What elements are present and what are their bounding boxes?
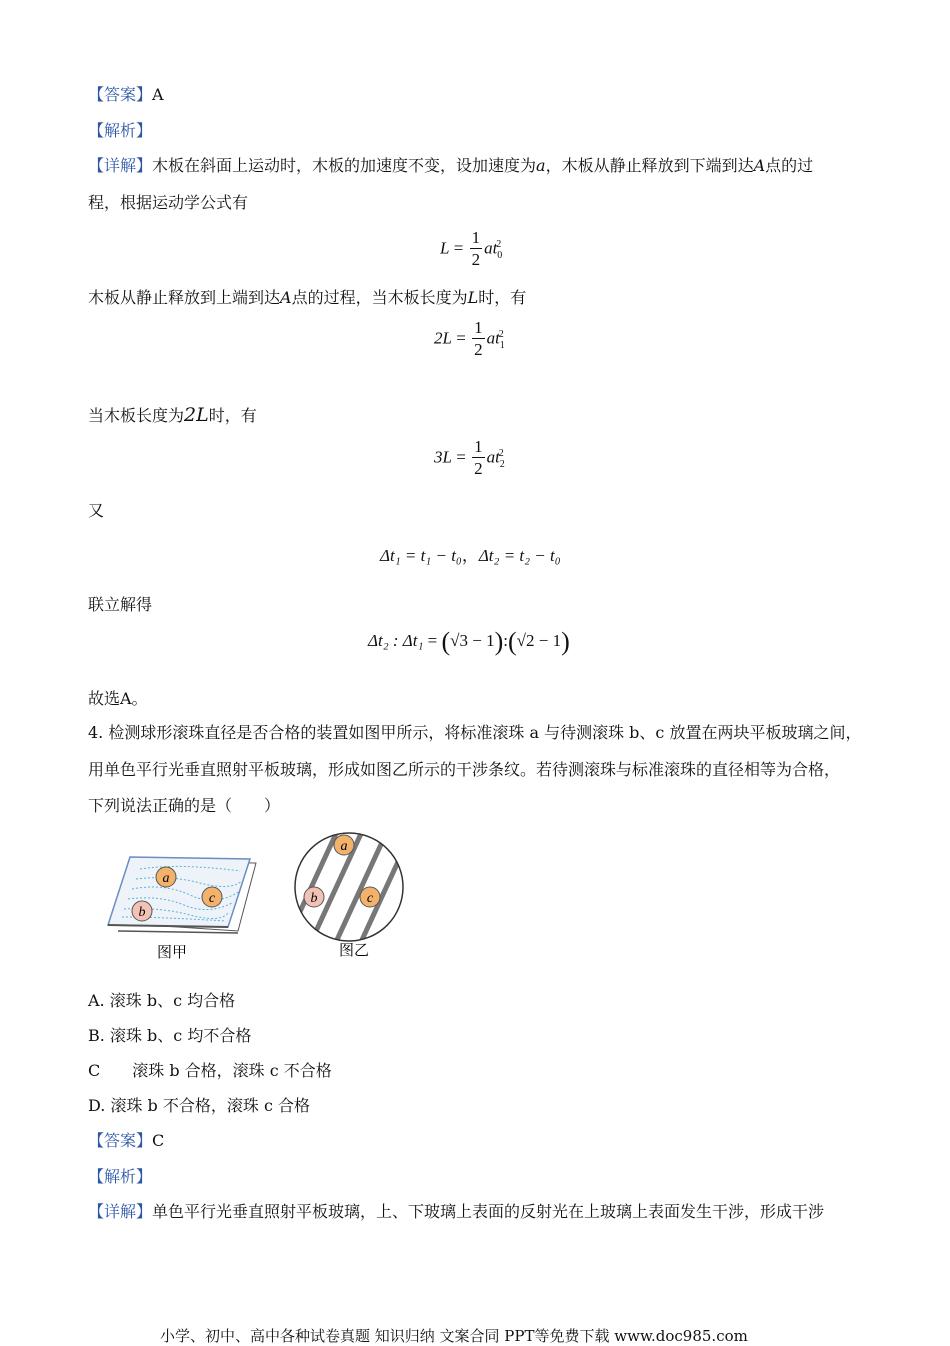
svg-text:c: c <box>208 891 216 906</box>
analysis-tag-1: 【解析】 <box>88 121 153 140</box>
detail-line-1: 【详解】木板在斜面上运动时，木板的加速度不变，设加速度为a，木板从静止释放到下端到达A点的过 <box>88 156 814 175</box>
detail-tag: 【详解】 <box>88 156 153 175</box>
equation-2: 2L = $\frac{1}{2}$ $at_1^2$ <box>434 318 505 359</box>
figure-jia <box>108 857 256 961</box>
option-d: D. 滚珠 b 不合格，滚珠 c 合格 <box>88 1096 310 1115</box>
paragraph-4: 又 <box>88 501 105 520</box>
paragraph-5: 联立解得 <box>88 595 153 614</box>
label-jia: 图甲 <box>156 943 188 961</box>
svg-text:a: a <box>340 839 348 854</box>
equation-4: Δt₁ = t₁ − t₀，Δt₂ = t₂ − t₀ <box>380 546 561 565</box>
option-a: A. 滚珠 b、c 均合格 <box>88 991 236 1010</box>
page-footer: 小学、初中、高中各种试卷真题 知识归纳 文案合同 PPT等免费下载 www.doc985.com <box>160 1327 748 1345</box>
answer-value: A <box>152 85 164 104</box>
equation-5: Δt₂ : Δt₁ = (√3 − 1):(√2 − 1) <box>368 627 570 656</box>
svg-text:c: c <box>366 891 374 906</box>
question-4-line-3: 下列说法正确的是（ ） <box>88 796 281 815</box>
svg-text:a: a <box>162 871 170 886</box>
svg-text:b: b <box>138 905 146 920</box>
answer-line-1 <box>88 82 164 105</box>
question-4-line-2: 用单色平行光垂直照射平板玻璃，形成如图乙所示的干涉条纹。若待测滚珠与标准滚珠的直径相等为合格， <box>88 760 841 779</box>
equation-3: 3L = $\frac{1}{2}$ $at_2^2$ <box>434 437 505 478</box>
paragraph-3: 当木板长度为2L时，有 <box>88 404 257 426</box>
option-c: C 滚珠 b 合格，滚珠 c 不合格 <box>88 1061 332 1080</box>
conclusion-1: 故选A。 <box>88 689 148 708</box>
label-yi: 图乙 <box>338 941 370 959</box>
option-b: B. 滚珠 b、c 均不合格 <box>88 1026 252 1045</box>
interference-figures <box>100 825 420 965</box>
paragraph-2: 木板从静止释放到上端到达A点的过程，当木板长度为L时，有 <box>88 288 527 307</box>
detail-line-2: 程，根据运动学公式有 <box>88 193 249 212</box>
equation-1: L = $\frac{1}{2}$ $at_0^2$ <box>440 228 503 269</box>
detail-line-3: 【详解】单色平行光垂直照射平板玻璃，上、下玻璃上表面的反射光在上玻璃上表面发生干涉，形成干涉 <box>88 1202 825 1221</box>
svg-text:b: b <box>310 891 318 906</box>
figure-yi <box>280 825 420 959</box>
answer-line-2: 【答案】C <box>88 1131 165 1150</box>
answer-tag: 【答案】 <box>88 85 153 104</box>
question-4-line-1: 4. 检测球形滚珠直径是否合格的装置如图甲所示，将标准滚珠 a 与待测滚珠 b、c 放置在两块平板玻璃之间， <box>88 723 862 742</box>
analysis-tag-2: 【解析】 <box>88 1167 153 1186</box>
